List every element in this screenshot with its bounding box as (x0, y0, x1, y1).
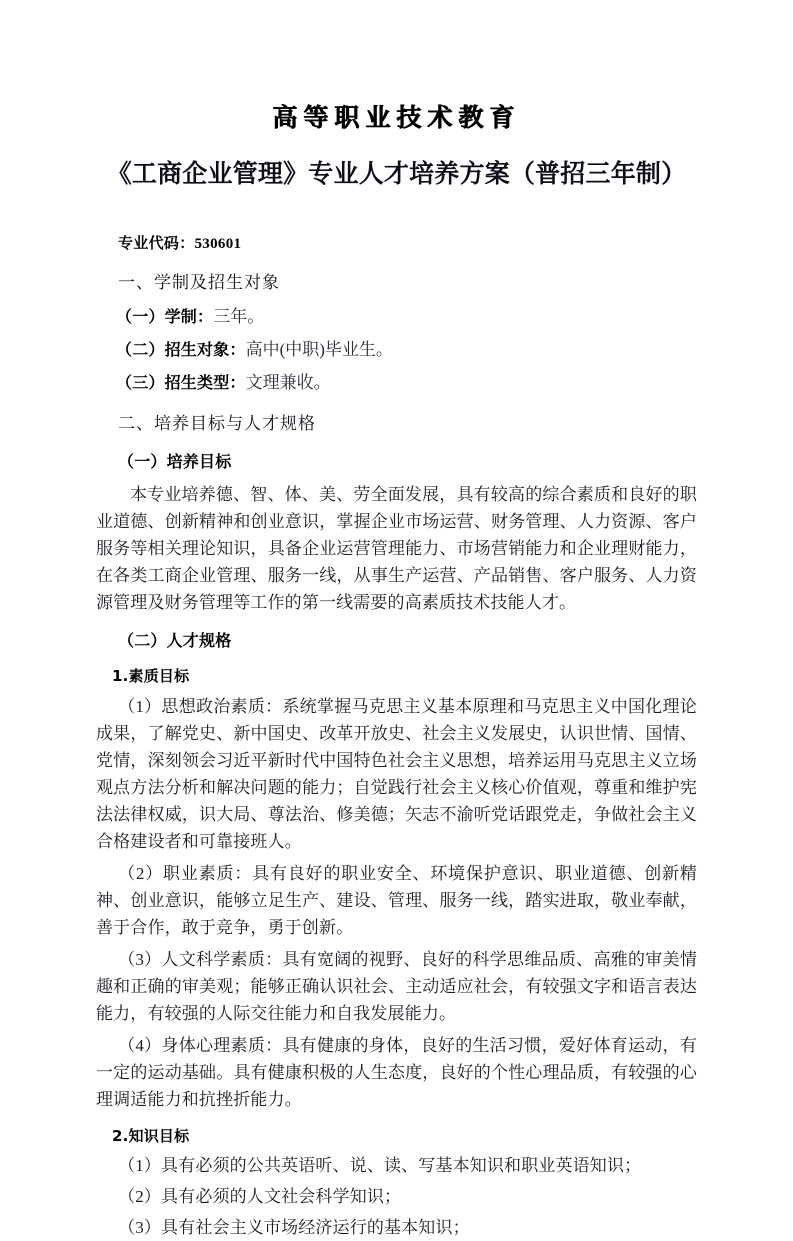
admission-value-schooling: 三年。 (213, 306, 265, 326)
heading-quality-goals: 1.素质目标 (112, 667, 190, 686)
knowledge-goal-item: （3）具有社会主义市场经济运行的基本知识； (118, 1218, 470, 1238)
knowledge-goal-item: （1）具有必须的公共英语听、说、读、写基本知识和职业英语知识； (118, 1156, 642, 1176)
admission-label-type: （三）招生类型： (116, 373, 246, 393)
admission-line-target (96, 330, 697, 363)
subsection-heading-talent-spec: （二）人才规格 (118, 630, 232, 650)
admission-label-target: （二）招生对象： (116, 339, 246, 359)
admission-line-type (96, 363, 697, 396)
admission-line-schooling (96, 297, 697, 330)
training-objective-paragraph: 本专业培养德、智、体、美、劳全面发展，具有较高的综合素质和良好的职业道德、创新精神和创业意识，掌握企业市场运营、财务管理、人力资源、客户服务等相关理论知识，具备企业运营管理能力、市场营销能力和企业理财能力，在各类工商企业管理、服务一线，从事生产运营、产品销售、客户服务、人力资源管理及财务管理等工作的第一线需要的高素质技术技能人才。 (96, 484, 697, 612)
admission-value-target: 高中(中职)毕业生。 (245, 339, 393, 359)
major-code: 专业代码：530601 (118, 236, 242, 253)
document-subtitle: 《工商企业管理》专业人才培养方案（普招三年制） (106, 161, 687, 188)
heading-knowledge-goals: 2.知识目标 (112, 1127, 190, 1146)
document-title: 高等职业技术教育 (272, 103, 521, 132)
quality-goal-item: （3）人文科学素质：具有宽阔的视野、良好的科学思维品质、高雅的审美情趣和正确的审美观；能够正确认识社会、主动适应社会，有较强文字和语言表达能力，有较强的人际交往能力和自我发展能力。 (96, 950, 697, 1024)
quality-goal-item: （4）身体心理素质：具有健康的身体，良好的生活习惯，爱好体育运动，有一定的运动基础。具有健康积极的人生态度，良好的个性心理品质，有较强的心理调适能力和抗挫折能力。 (96, 1036, 697, 1110)
quality-goal-item: （2）职业素质：具有良好的职业安全、环境保护意识、职业道德、创新精神、创业意识，能够立足生产、建设、管理、服务一线，踏实进取，敬业奉献，善于合作，敢于竞争，勇于创新。 (96, 864, 697, 938)
subsection-heading-training-objective: （一）培养目标 (118, 451, 232, 471)
page-content (96, 0, 697, 1241)
quality-goal-item: （1）思想政治素质：系统掌握马克思主义基本原理和马克思主义中国化理论成果，了解党史、新中国史、改革开放史、社会主义发展史，认识世情、国情、党情，深刻领会习近平新时代中国特色社会主义思想，培养运用马克思主义立场观点方法分析和解决问题的能力；自觉践行社会主义核心价值观，尊重和维护宪法法律权威，识大局、尊法治、修美德；矢志不渝听党话跟党走，争做社会主义合格建设者和可靠接班人。 (96, 697, 697, 852)
admission-value-type: 文理兼收。 (245, 373, 331, 393)
knowledge-goal-item: （2）具有必须的人文社会科学知识； (118, 1187, 402, 1207)
section-heading-one: 一、学制及招生对象 (118, 273, 280, 294)
section-heading-two: 二、培养目标与人才规格 (118, 413, 316, 434)
admission-label-schooling: （一）学制： (116, 306, 214, 326)
